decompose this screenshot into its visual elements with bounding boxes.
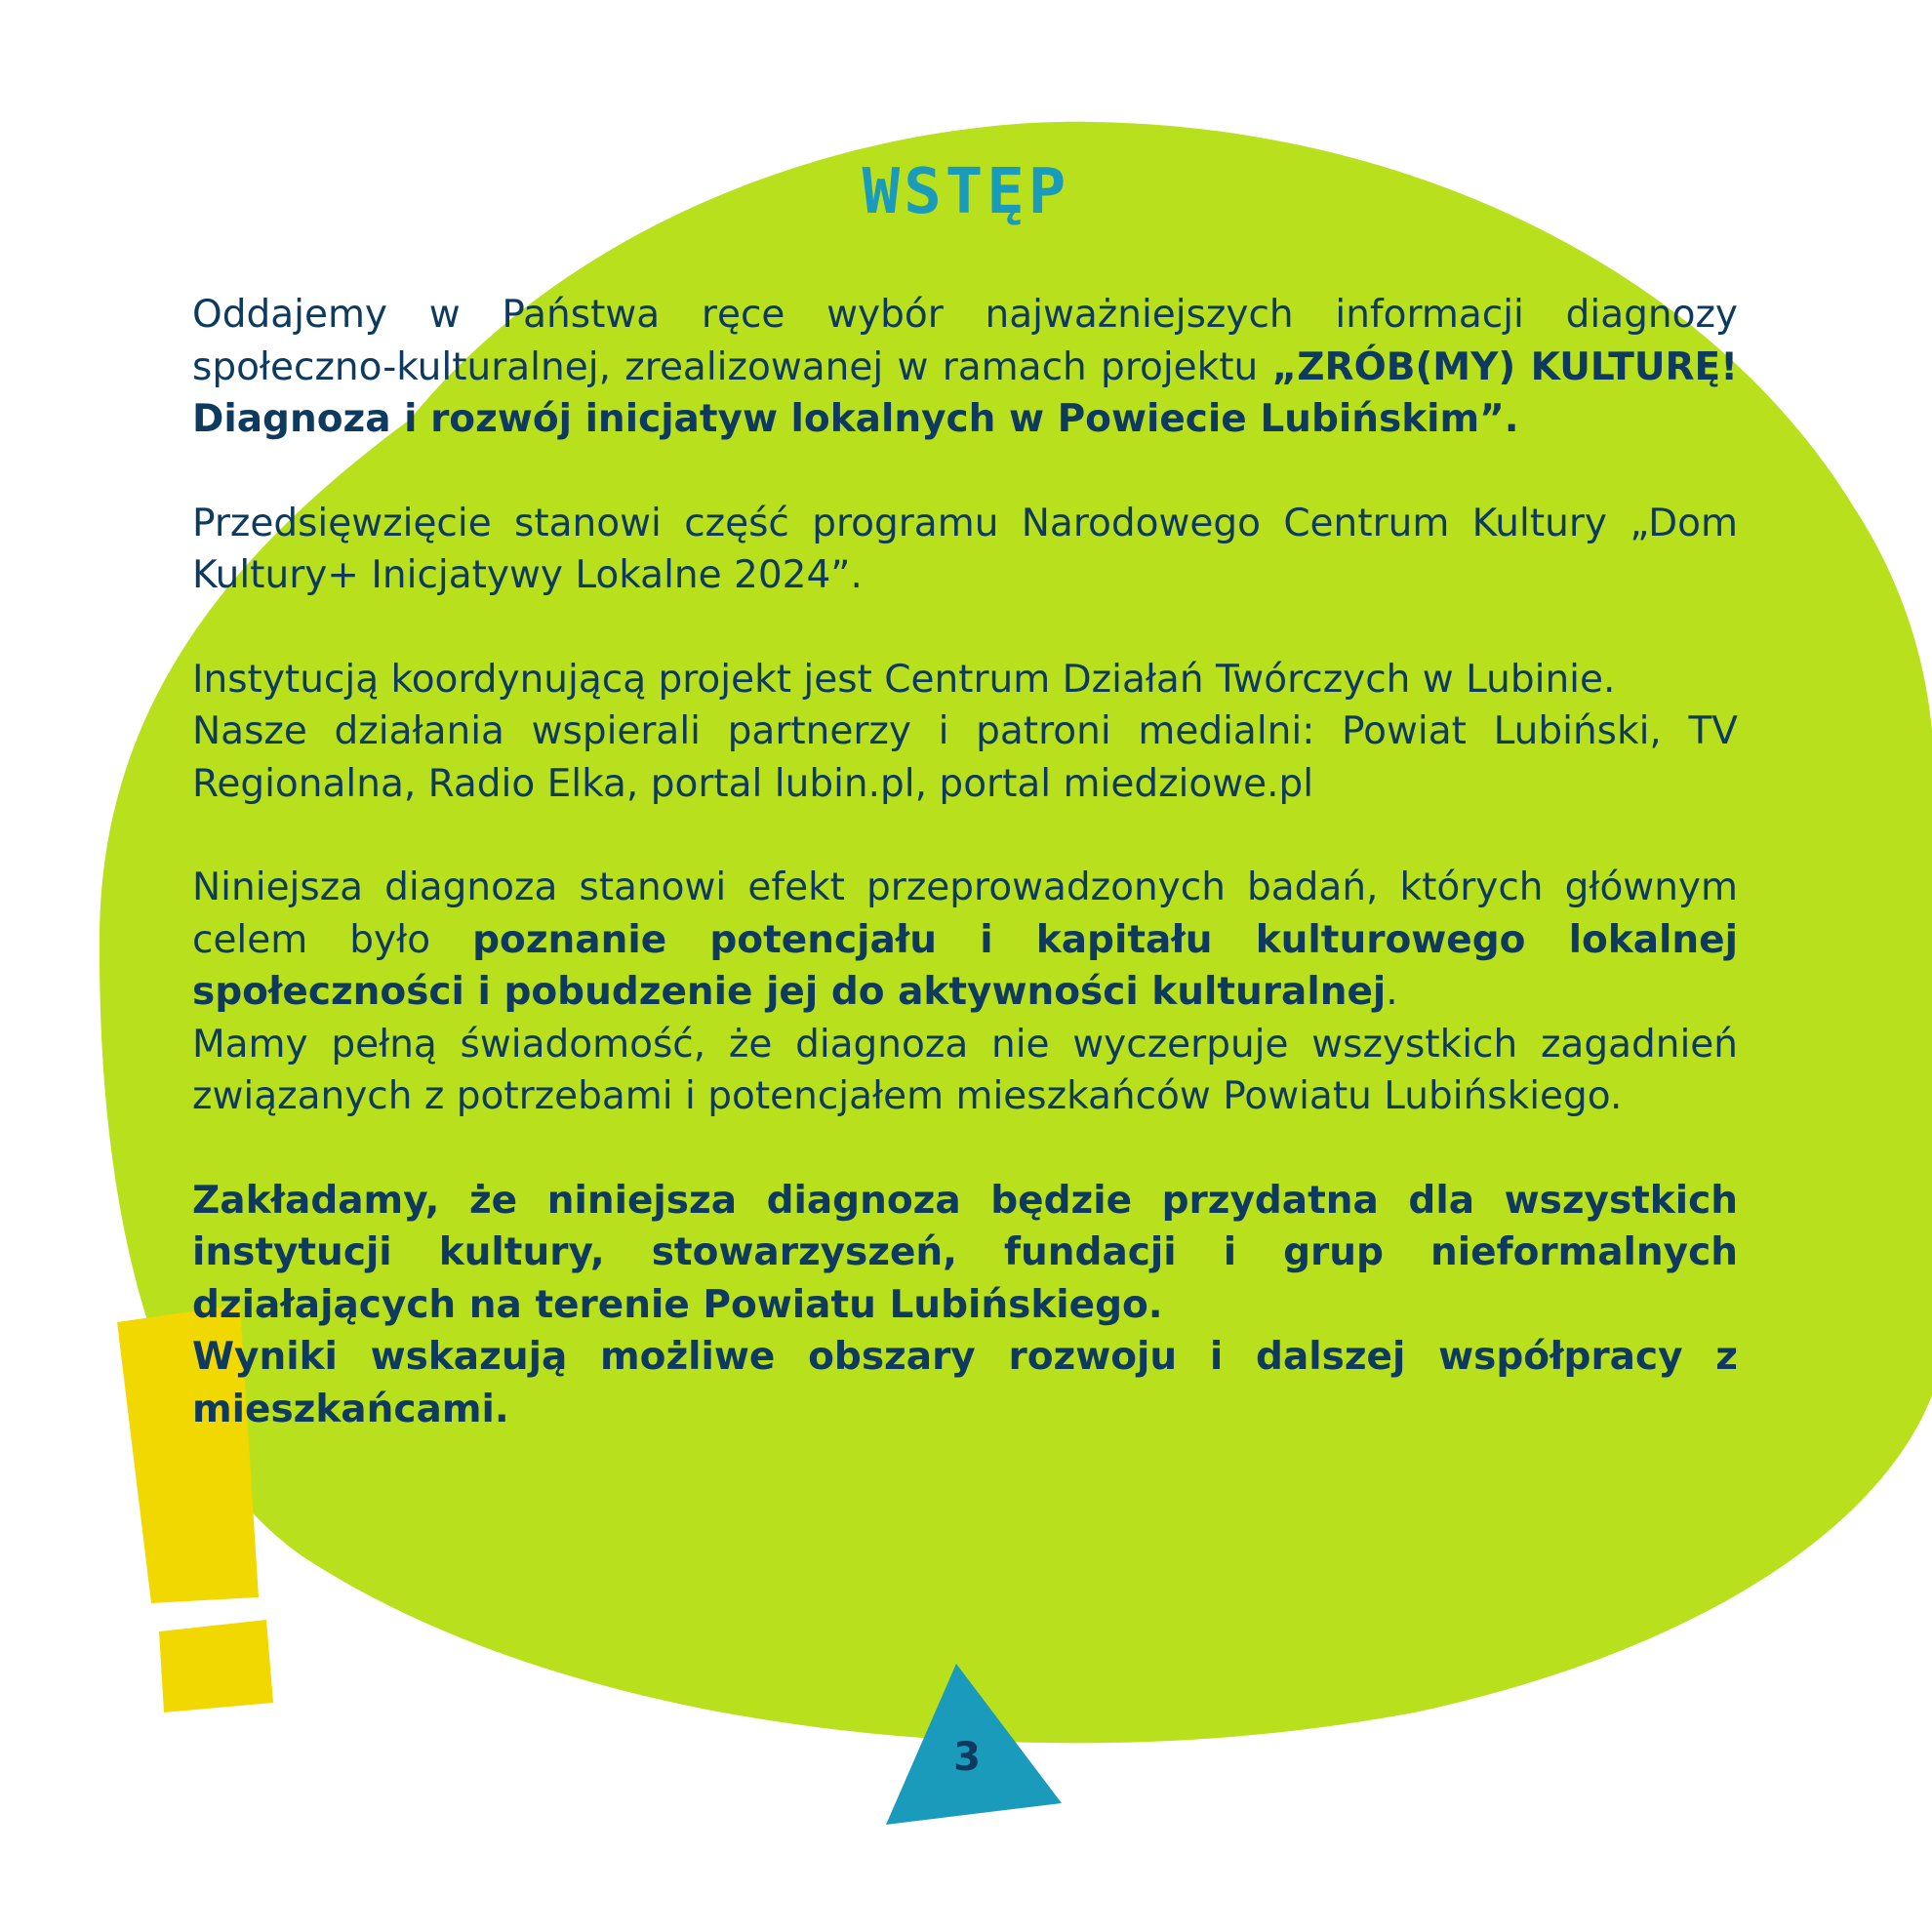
partners-paragraph: Nasze działania wspierali partnerzy i patroni medialni: Powiat Lubiński, TV Regionalna, Radio Elka, portal lubin.pl, portal miedziowe.pl: [192, 709, 1738, 806]
page-title: WSTĘP: [862, 156, 1070, 228]
diagnosis-goal: poznanie potencjału i kapitału kulturowego lokalnej społeczności i pobudzenie jej do aktywności kulturalnej: [192, 917, 1738, 1014]
intro-text: Oddajemy w Państwa ręce wybór najważniejszych informacji diagnozy społeczno-kulturalnej, zrealizowanej w ramach projektu: [192, 293, 1738, 389]
awareness-paragraph: Mamy pełną świadomość, że diagnoza nie wyczerpuje wszystkich zagadnień związanych z potrzebami i potencjałem mieszkańców Powiatu Lubińskiego.: [192, 1022, 1738, 1118]
diagnosis-end: .: [1386, 970, 1398, 1014]
project-name: „ZRÓB(MY) KULTURĘ! Diagnoza i rozwój inicjatyw lokalnych w Powiecie Lubińskim”.: [192, 344, 1738, 441]
diagnosis-paragraph: [192, 862, 1738, 1019]
program-paragraph: Przedsięwzięcie stanowi część programu Narodowego Centrum Kultury „Dom Kultury+ Inicjatywy Lokalne 2024”.: [192, 501, 1738, 597]
main-content: [192, 289, 1738, 1435]
conclusion-paragraph-1: Zakładamy, że niniejsza diagnoza będzie przydatna dla wszystkich instytucji kultury, stowarzyszeń, fundacji i grup nieformalnych działających na terenie Powiatu Lubińskiego.: [192, 1178, 1738, 1327]
intro-paragraph: [192, 289, 1738, 446]
exclamation-dot-shape: [159, 1620, 273, 1712]
coordinator-paragraph: Instytucją koordynującą projekt jest Centrum Działań Twórczych w Lubinie.: [192, 657, 1616, 702]
diagnosis-lead: Niniejsza diagnoza stanowi efekt przeprowadzonych badań, których głównym celem było: [192, 865, 1738, 962]
conclusion-paragraph-2: Wyniki wskazują możliwe obszary rozwoju i dalszej współpracy z mieszkańcami.: [192, 1335, 1738, 1431]
page-number: 3: [953, 1735, 981, 1780]
